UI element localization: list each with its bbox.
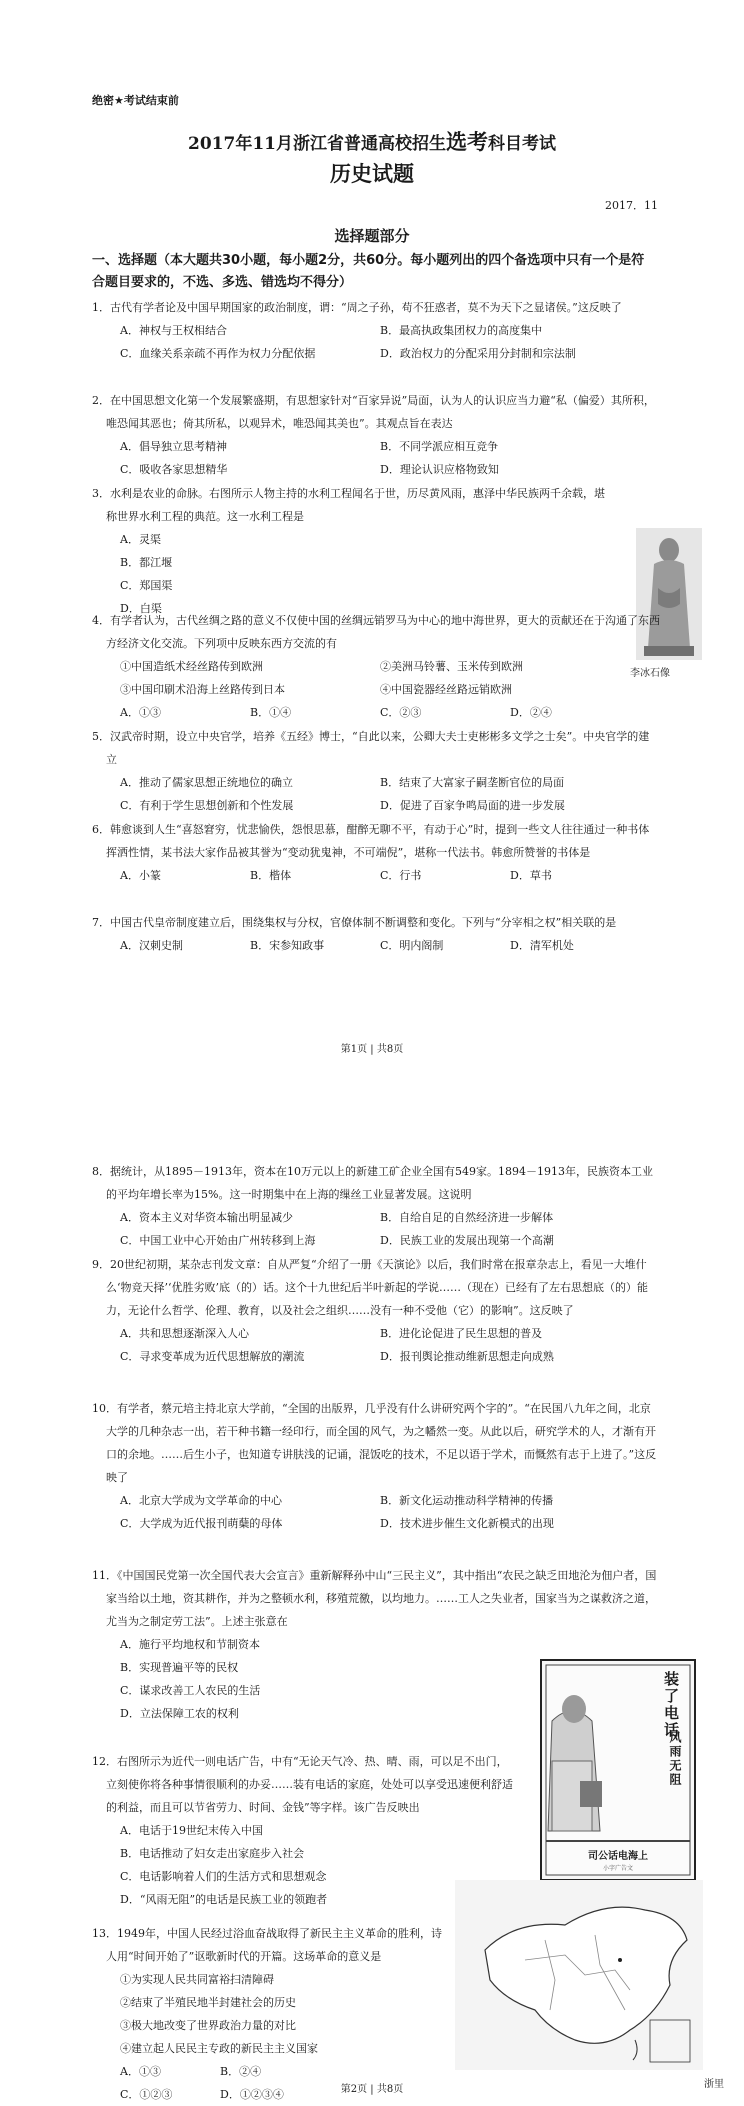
statement-3: ③极大地改变了世界政治力量的对比 [120, 2019, 296, 2032]
question-10 [92, 1397, 660, 1535]
option-a: A．①③ [120, 706, 161, 719]
question-stem: 8．据统计，从1895－1913年，资本在10万元以上的新建工矿企业全国有549家。1894－1913年，民族资本工业的平均年增长率为15%。这一时期集中在上海的缫丝工业显著发展。这说明 [92, 1165, 653, 1201]
question-13 [92, 1922, 452, 2106]
option-d: D．报刊舆论推动维新思想走向成熟 [380, 1350, 554, 1363]
option-c: C．电话影响着人们的生活方式和思想观念 [120, 1870, 327, 1883]
option-d: D．白渠 [120, 602, 162, 615]
option-c: C．②③ [380, 706, 422, 719]
option-d: D．促进了百家争鸣局面的进一步发展 [380, 799, 565, 812]
question-8 [92, 1160, 660, 1252]
option-b: B．①④ [250, 706, 292, 719]
question-stem: 4．有学者认为，古代丝绸之路的意义不仅使中国的丝绸远销罗马为中心的地中海世界，更大的贡献还在于沟通了东西方经济文化交流。下列项中反映东西方交流的有 [92, 614, 660, 650]
corner-mark: 浙里 [704, 2079, 724, 2090]
page-footer-2: 第2页 | 共8页 [340, 2084, 404, 2095]
question-stem: 9．20世纪初期，某杂志刊发文章：自从严复“介绍了一册《天演论》以后，我们时常在报章杂志上，看见一大堆什么‘物竞天择’‘优胜劣败’底（的）话。这个十九世纪后半叶新起的学说……（现在）已经有了左右思想底（的）能力，无论什么哲学、伦理、教育，以及社会之组织……没有一种不受他（它）的影响”。这反映了 [92, 1258, 648, 1317]
option-a: A．神权与王权相结合 [120, 324, 227, 337]
option-b: B．自给自足的自然经济进一步解体 [380, 1211, 554, 1224]
question-7 [92, 911, 660, 957]
option-c: C．有利于学生思想创新和个性发展 [120, 799, 294, 812]
question-1 [92, 296, 660, 365]
option-c: C．①②③ [120, 2088, 173, 2101]
question-3 [92, 482, 612, 620]
statement-3: ③中国印刷术沿海上丝路传到日本 [120, 683, 285, 696]
option-c: C．中国工业中心开始由广州转移到上海 [120, 1234, 316, 1247]
page-footer-1: 第1页 | 共8页 [340, 1044, 404, 1055]
option-a: A．倡导独立思考精神 [120, 440, 227, 453]
ad-slogan: 风雨无阻 [668, 1731, 682, 1787]
question-stem: 13．1949年，中国人民经过浴血奋战取得了新民主主义革命的胜利，诗人用“时间开始了”讴歌新时代的开篇。这场革命的意义是 [92, 1927, 442, 1963]
option-d: D．“风雨无阻”的电话是民族工业的领跑者 [120, 1893, 328, 1906]
option-d: D．清军机处 [510, 939, 574, 952]
question-4 [92, 609, 660, 724]
ad-fine-print: 小字广告文 [602, 1865, 633, 1872]
exam-title-big: 选考 [445, 129, 488, 154]
option-a: A．资本主义对华资本输出明显减少 [120, 1211, 293, 1224]
option-b: B．都江堰 [120, 556, 173, 569]
question-9 [92, 1253, 660, 1368]
question-stem: 3．水利是农业的命脉。右图所示人物主持的水利工程闻名于世，历尽黄风雨，惠泽中华民族两千余载，堪称世界水利工程的典范。这一水利工程是 [92, 487, 605, 523]
option-c: C．明内阁制 [380, 939, 444, 952]
option-c: C．吸收各家思想精华 [120, 463, 228, 476]
option-b: B．结束了大富家子嗣垄断官位的局面 [380, 776, 565, 789]
confidential-label: 绝密★考试结束前 [92, 94, 179, 107]
statue-caption: 李冰石像 [630, 668, 670, 679]
statement-4: ④建立起人民民主专政的新民主主义国家 [120, 2042, 318, 2055]
ad-company: 司公话电海上 [588, 1851, 648, 1862]
option-d: D．①②③④ [220, 2088, 284, 2101]
option-a: A．电话于19世纪末传入中国 [120, 1824, 263, 1837]
option-b: B．进化论促进了民生思想的普及 [380, 1327, 543, 1340]
option-c: C．行书 [380, 869, 422, 882]
option-b: B．最高执政集团权力的高度集中 [380, 324, 543, 337]
question-6 [92, 818, 660, 887]
option-a: A．北京大学成为文学革命的中心 [120, 1494, 282, 1507]
question-stem: 5．汉武帝时期，设立中央官学，培养《五经》博士，“自此以来，公卿大夫士吏彬彬多文学之士矣”。中央官学的建立 [92, 730, 650, 766]
option-d: D．政治权力的分配采用分封制和宗法制 [380, 347, 576, 360]
statement-1: ①中国造纸术经丝路传到欧洲 [120, 660, 263, 673]
option-a: A．小篆 [120, 869, 161, 882]
option-b: B．②④ [220, 2065, 262, 2078]
question-2 [92, 389, 660, 481]
exam-title [0, 126, 744, 156]
ad-headline: 装了电话 [662, 1671, 680, 1739]
option-c: C．谋求改善工人农民的生活 [120, 1684, 261, 1697]
question-stem: 12．右图所示为近代一则电话广告，中有“无论天气冷、热、晴、雨，可以足不出门，立刻使你将各种事情很顺利的办妥……装有电话的家庭，处处可以享受迅速便利舒适的利益，而且可以节省劳力、时间、金钱”等字样。该广告反映出 [92, 1755, 513, 1814]
option-b: B．楷体 [250, 869, 292, 882]
option-a: A．①③ [120, 2065, 161, 2078]
statement-2: ②结束了半殖民地半封建社会的历史 [120, 1996, 296, 2009]
statement-1: ①为实现人民共同富裕扫清障碍 [120, 1973, 274, 1986]
question-stem: 11．《中国国民党第一次全国代表大会宣言》重新解释孙中山“三民主义”，其中指出“农民之缺乏田地沦为佃户者，国家当给以土地，资其耕作，并为之整顿水利，移殖荒徼，以均地力。……工人之失业者，国家当为之谋救济之道，尤当为之制定劳工法”。上述主张意在 [92, 1569, 657, 1628]
question-stem: 7．中国古代皇帝制度建立后，围绕集权与分权，官僚体制不断调整和变化。下列与“分宰相之权”相关联的是 [92, 916, 617, 929]
option-a: A．施行平均地权和节制资本 [120, 1638, 260, 1651]
option-c: C．寻求变革成为近代思想解放的潮流 [120, 1350, 305, 1363]
option-b: B．新文化运动推动科学精神的传播 [380, 1494, 554, 1507]
option-b: B．电话推动了妇女走出家庭步入社会 [120, 1847, 305, 1860]
option-b: B．实现普遍平等的民权 [120, 1661, 239, 1674]
question-5 [92, 725, 660, 817]
exam-title-pre: 2017年11月浙江省普通高校招生 [188, 134, 446, 154]
statement-2: ②美洲马铃薯、玉米传到欧洲 [380, 660, 523, 673]
option-d: D．理论认识应格物致知 [380, 463, 499, 476]
option-d: D．立法保障工农的权利 [120, 1707, 239, 1720]
china-map-image [455, 1880, 703, 2070]
option-b: B．不同学派应相互竞争 [380, 440, 499, 453]
section-heading: 一、选择题（本大题共30小题，每小题2分，共60分。每小题列出的四个备选项中只有一个是符合题目要求的，不选、多选、错选均不得分） [92, 253, 645, 290]
option-a: A．共和思想逐渐深入人心 [120, 1327, 249, 1340]
option-a: A．汉刺史制 [120, 939, 183, 952]
telephone-ad-image [540, 1659, 696, 1881]
subject-title: 历史试题 [330, 161, 414, 186]
option-a: A．灵渠 [120, 533, 161, 546]
option-c: C．郑国渠 [120, 579, 173, 592]
option-d: D．民族工业的发展出现第一个高潮 [380, 1234, 554, 1247]
option-c: C．血缘关系亲疏不再作为权力分配依据 [120, 347, 316, 360]
question-stem: 2．在中国思想文化第一个发展繁盛期，有思想家针对“百家异说”局面，认为人的认识应当力避“私（偏爱）其所积，唯恐闻其恶也；倚其所私，以观异术，唯恐闻其美也”。其观点旨在表达 [92, 394, 655, 430]
option-c: C．大学成为近代报刊萌蘖的母体 [120, 1517, 283, 1530]
question-stem: 10．有学者，蔡元培主持北京大学前，“全国的出版界，几乎没有什么讲研究两个字的”。“在民国八九年之间，北京大学的几种杂志一出，若干种书籍一经印行，而全国的风气，为之幡然一变。从此以后，研究学术的人，才渐有开口的余地。……后生小子，也知道专讲肤浅的记诵，混饭吃的技术，不足以语于学术，而慨然有志于上进了。”这反映了 [92, 1402, 657, 1484]
exam-title-post: 科目考试 [487, 134, 556, 154]
part-title: 选择题部分 [334, 227, 410, 245]
statement-4: ④中国瓷器经丝路远销欧洲 [380, 683, 512, 696]
question-stem: 1．古代有学者论及中国早期国家的政治制度，谓：“周之子孙，苟不狂惑者，莫不为天下之显诸侯。”这反映了 [92, 301, 622, 314]
option-b: B．宋参知政事 [250, 939, 325, 952]
question-12 [92, 1750, 517, 1911]
option-d: D．草书 [510, 869, 552, 882]
option-d: D．②④ [510, 706, 552, 719]
question-stem: 6．韩愈谈到人生“喜怒窘穷，忧悲愉佚，怨恨思慕，酣醉无聊不平，有动于心”时，提到一些文人往往通过一种书体挥洒性情，某书法大家作品被其誉为“变动犹鬼神，不可端倪”，堪称一代法书。韩愈所赞誉的书体是 [92, 823, 650, 859]
option-d: D．技术进步催生文化新模式的出现 [380, 1517, 554, 1530]
exam-date: 2017．11 [605, 199, 658, 212]
option-a: A．推动了儒家思想正统地位的确立 [120, 776, 293, 789]
